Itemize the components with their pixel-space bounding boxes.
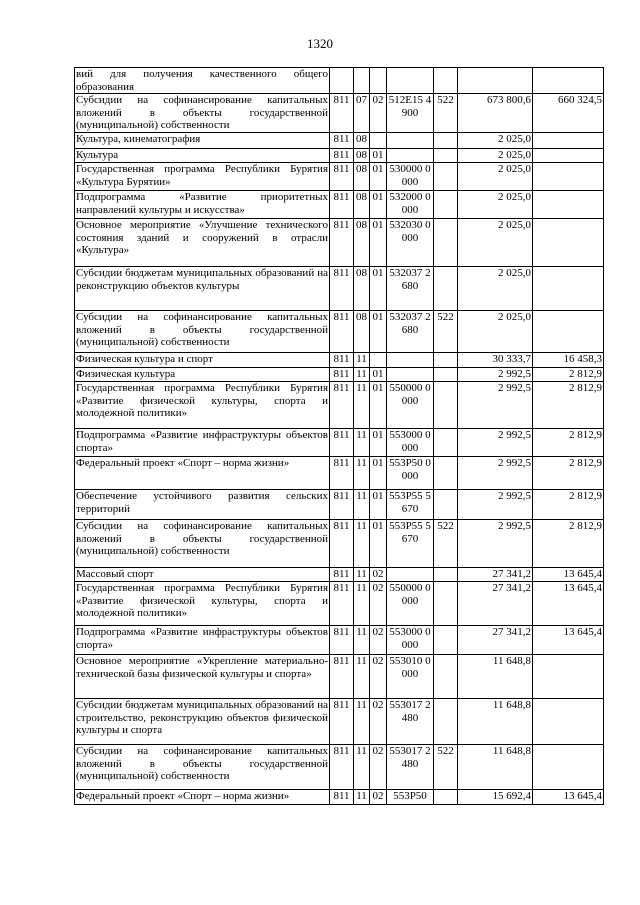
subsection-code: 01 — [370, 428, 387, 456]
section-code: 08 — [354, 310, 370, 352]
row-name: Подпрограмма «Развитие приоритетных направлений культуры и искусства» — [75, 190, 330, 218]
subsection-code — [370, 352, 387, 367]
row-name: Подпрограмма «Развитие инфраструктуры объектов спорта» — [75, 625, 330, 654]
amount-year-2: 13 645,4 — [533, 789, 604, 804]
amount-year-1: 2 992,5 — [458, 367, 533, 381]
subsection-code: 01 — [370, 456, 387, 489]
expense-type-code — [434, 654, 458, 698]
target-article-code — [387, 352, 434, 367]
section-code: 11 — [354, 428, 370, 456]
row-name: Субсидии бюджетам муниципальных образований на строительство, реконструкцию объектов физической культуры и спорта — [75, 698, 330, 744]
amount-year-1: 2 025,0 — [458, 162, 533, 190]
section-code: 11 — [354, 456, 370, 489]
budget-table — [74, 67, 604, 805]
section-code — [354, 68, 370, 94]
amount-year-2: 2 812,9 — [533, 456, 604, 489]
amount-year-1: 2 025,0 — [458, 190, 533, 218]
expense-type-code — [434, 190, 458, 218]
amount-year-2 — [533, 148, 604, 162]
section-code: 11 — [354, 519, 370, 567]
ministry-code: 811 — [330, 218, 354, 266]
expense-type-code — [434, 352, 458, 367]
ministry-code: 811 — [330, 367, 354, 381]
amount-year-1: 2 025,0 — [458, 132, 533, 148]
ministry-code: 811 — [330, 266, 354, 310]
target-article-code: 550000 0000 — [387, 381, 434, 428]
expense-type-code — [434, 456, 458, 489]
section-code: 11 — [354, 625, 370, 654]
row-name: Государственная программа Республики Бурятия «Развитие физической культуры, спорта и молодежной политики» — [75, 381, 330, 428]
target-article-code — [387, 567, 434, 581]
table-row — [75, 310, 604, 352]
expense-type-code — [434, 489, 458, 519]
target-article-code: 553017 2480 — [387, 744, 434, 789]
row-name: Основное мероприятие «Улучшение технического состояния зданий и сооружений в отрасли «Культура» — [75, 218, 330, 266]
ministry-code: 811 — [330, 489, 354, 519]
amount-year-1: 27 341,2 — [458, 567, 533, 581]
subsection-code: 01 — [370, 310, 387, 352]
section-code: 11 — [354, 567, 370, 581]
table-row — [75, 625, 604, 654]
target-article-code: 512E15 4900 — [387, 94, 434, 133]
subsection-code: 01 — [370, 381, 387, 428]
expense-type-code — [434, 789, 458, 804]
target-article-code: 550000 0000 — [387, 581, 434, 625]
subsection-code: 01 — [370, 489, 387, 519]
table-row — [75, 190, 604, 218]
subsection-code: 02 — [370, 567, 387, 581]
ministry-code: 811 — [330, 698, 354, 744]
amount-year-1: 673 800,6 — [458, 94, 533, 133]
amount-year-2: 2 812,9 — [533, 519, 604, 567]
row-name: Субсидии бюджетам муниципальных образований на реконструкцию объектов культуры — [75, 266, 330, 310]
table-row — [75, 148, 604, 162]
subsection-code: 02 — [370, 581, 387, 625]
expense-type-code — [434, 68, 458, 94]
amount-year-1: 27 341,2 — [458, 625, 533, 654]
table-row — [75, 698, 604, 744]
ministry-code: 811 — [330, 567, 354, 581]
ministry-code: 811 — [330, 148, 354, 162]
expense-type-code — [434, 381, 458, 428]
section-code: 08 — [354, 266, 370, 310]
target-article-code — [387, 148, 434, 162]
amount-year-1: 11 648,8 — [458, 654, 533, 698]
subsection-code: 02 — [370, 625, 387, 654]
ministry-code — [330, 68, 354, 94]
expense-type-code: 522 — [434, 310, 458, 352]
table-row — [75, 381, 604, 428]
amount-year-2 — [533, 654, 604, 698]
amount-year-1: 15 692,4 — [458, 789, 533, 804]
row-name: Субсидии на софинансирование капитальных вложений в объекты государственной (муниципальной) собственности — [76, 94, 328, 132]
target-article-code: 553P50 0000 — [387, 456, 434, 489]
target-article-code: 553P50 — [387, 789, 434, 804]
ministry-code: 811 — [330, 581, 354, 625]
table-row — [75, 567, 604, 581]
section-code: 07 — [354, 94, 370, 133]
target-article-code: 553000 0000 — [387, 428, 434, 456]
table-row — [75, 352, 604, 367]
expense-type-code — [434, 266, 458, 310]
subsection-code: 02 — [370, 698, 387, 744]
table-row — [75, 428, 604, 456]
ministry-code: 811 — [330, 132, 354, 148]
expense-type-code — [434, 625, 458, 654]
row-name: Государственная программа Республики Бурятия «Развитие физической культуры, спорта и молодежной политики» — [75, 581, 330, 625]
amount-year-1: 11 648,8 — [458, 698, 533, 744]
table-row — [75, 367, 604, 381]
section-code: 11 — [354, 381, 370, 428]
subsection-code: 02 — [370, 744, 387, 789]
subsection-code — [370, 68, 387, 94]
table-row — [75, 581, 604, 625]
subsection-code: 01 — [370, 190, 387, 218]
ministry-code: 811 — [330, 94, 354, 133]
section-code: 11 — [354, 581, 370, 625]
table-row — [75, 519, 604, 567]
row-name: Федеральный проект «Спорт – норма жизни» — [75, 456, 330, 489]
amount-year-2: 16 458,3 — [533, 352, 604, 367]
expense-type-code — [434, 428, 458, 456]
subsection-code: 02 — [370, 789, 387, 804]
ministry-code: 811 — [330, 381, 354, 428]
row-name: Физическая культура — [75, 367, 330, 381]
table-row — [75, 489, 604, 519]
table-row — [75, 744, 604, 789]
section-code: 11 — [354, 654, 370, 698]
amount-year-2: 2 812,9 — [533, 489, 604, 519]
amount-year-1: 2 992,5 — [458, 381, 533, 428]
amount-year-1: 2 025,0 — [458, 218, 533, 266]
row-name: Массовый спорт — [75, 567, 330, 581]
page-number: 1320 — [307, 36, 333, 51]
ministry-code: 811 — [330, 456, 354, 489]
ministry-code: 811 — [330, 428, 354, 456]
ministry-code: 811 — [330, 625, 354, 654]
section-code: 11 — [354, 789, 370, 804]
target-article-code: 553017 2480 — [387, 698, 434, 744]
target-article-code: 553010 0000 — [387, 654, 434, 698]
amount-year-2 — [533, 190, 604, 218]
row-name: Субсидии на софинансирование капитальных вложений в объекты государственной (муниципальной) собственности — [75, 744, 330, 789]
amount-year-1: 2 025,0 — [458, 266, 533, 310]
section-code: 11 — [354, 698, 370, 744]
target-article-code: 532030 0000 — [387, 218, 434, 266]
subsection-code: 01 — [370, 218, 387, 266]
target-article-code — [387, 132, 434, 148]
expense-type-code — [434, 698, 458, 744]
row-name: Федеральный проект «Спорт – норма жизни» — [75, 789, 330, 804]
section-code: 11 — [354, 367, 370, 381]
amount-year-1: 2 992,5 — [458, 428, 533, 456]
amount-year-2 — [533, 310, 604, 352]
ministry-code: 811 — [330, 162, 354, 190]
amount-year-2: 2 812,9 — [533, 381, 604, 428]
row-name: Обеспечение устойчивого развития сельских территорий — [75, 489, 330, 519]
table-row — [75, 789, 604, 804]
row-name: Основное мероприятие «Укрепление материально-технической базы физической культуры и спорта» — [75, 654, 330, 698]
table-row — [75, 94, 604, 133]
expense-type-code — [434, 567, 458, 581]
section-code: 08 — [354, 218, 370, 266]
expense-type-code — [434, 218, 458, 266]
ministry-code: 811 — [330, 310, 354, 352]
row-name: Культура — [75, 148, 330, 162]
subsection-code: 01 — [370, 519, 387, 567]
amount-year-2 — [533, 68, 604, 94]
amount-year-2: 660 324,5 — [533, 94, 604, 133]
table-row — [75, 266, 604, 310]
section-code: 08 — [354, 190, 370, 218]
amount-year-1: 11 648,8 — [458, 744, 533, 789]
subsection-code — [370, 132, 387, 148]
amount-year-2: 2 812,9 — [533, 428, 604, 456]
amount-year-1: 2 992,5 — [458, 519, 533, 567]
section-code: 11 — [354, 744, 370, 789]
expense-type-code — [434, 132, 458, 148]
ministry-code: 811 — [330, 654, 354, 698]
amount-year-2: 13 645,4 — [533, 567, 604, 581]
ministry-code: 811 — [330, 744, 354, 789]
amount-year-1: 2 025,0 — [458, 310, 533, 352]
amount-year-2: 2 812,9 — [533, 367, 604, 381]
row-name: вий для получения качественного общего образования — [76, 68, 328, 93]
amount-year-2: 13 645,4 — [533, 625, 604, 654]
row-name: Субсидии на софинансирование капитальных вложений в объекты государственной (муниципальной) собственности — [75, 310, 330, 352]
amount-year-2 — [533, 744, 604, 789]
amount-year-1: 2 992,5 — [458, 489, 533, 519]
expense-type-code — [434, 367, 458, 381]
section-code: 11 — [354, 489, 370, 519]
target-article-code: 532000 0000 — [387, 190, 434, 218]
target-article-code — [387, 68, 434, 94]
row-name: Культура, кинематография — [75, 132, 330, 148]
target-article-code: 553P55 5670 — [387, 519, 434, 567]
amount-year-2: 13 645,4 — [533, 581, 604, 625]
section-code: 08 — [354, 132, 370, 148]
expense-type-code: 522 — [434, 94, 458, 133]
expense-type-code — [434, 148, 458, 162]
target-article-code: 553000 0000 — [387, 625, 434, 654]
target-article-code: 532037 2680 — [387, 310, 434, 352]
subsection-code: 01 — [370, 162, 387, 190]
target-article-code: 530000 0000 — [387, 162, 434, 190]
subsection-code: 01 — [370, 148, 387, 162]
amount-year-2 — [533, 218, 604, 266]
section-code: 08 — [354, 148, 370, 162]
table-row — [75, 132, 604, 148]
subsection-code: 02 — [370, 654, 387, 698]
subsection-code: 02 — [370, 94, 387, 133]
row-name: Подпрограмма «Развитие инфраструктуры объектов спорта» — [75, 428, 330, 456]
amount-year-2 — [533, 698, 604, 744]
row-name: Субсидии на софинансирование капитальных вложений в объекты государственной (муниципальной) собственности — [75, 519, 330, 567]
amount-year-1: 2 025,0 — [458, 148, 533, 162]
amount-year-1 — [458, 68, 533, 94]
table-row — [75, 218, 604, 266]
amount-year-2 — [533, 162, 604, 190]
subsection-code: 01 — [370, 367, 387, 381]
table-row — [75, 68, 604, 94]
expense-type-code: 522 — [434, 744, 458, 789]
expense-type-code: 522 — [434, 519, 458, 567]
section-code: 11 — [354, 352, 370, 367]
target-article-code — [387, 367, 434, 381]
ministry-code: 811 — [330, 519, 354, 567]
table-row — [75, 456, 604, 489]
amount-year-2 — [533, 132, 604, 148]
ministry-code: 811 — [330, 190, 354, 218]
ministry-code: 811 — [330, 789, 354, 804]
amount-year-1: 27 341,2 — [458, 581, 533, 625]
target-article-code: 553P55 5670 — [387, 489, 434, 519]
ministry-code: 811 — [330, 352, 354, 367]
target-article-code: 532037 2680 — [387, 266, 434, 310]
amount-year-2 — [533, 266, 604, 310]
row-name: Государственная программа Республики Бурятия «Культура Бурятии» — [75, 162, 330, 190]
amount-year-1: 30 333,7 — [458, 352, 533, 367]
subsection-code: 01 — [370, 266, 387, 310]
table-row — [75, 654, 604, 698]
section-code: 08 — [354, 162, 370, 190]
expense-type-code — [434, 162, 458, 190]
table-row — [75, 162, 604, 190]
expense-type-code — [434, 581, 458, 625]
amount-year-1: 2 992,5 — [458, 456, 533, 489]
row-name: Физическая культура и спорт — [75, 352, 330, 367]
